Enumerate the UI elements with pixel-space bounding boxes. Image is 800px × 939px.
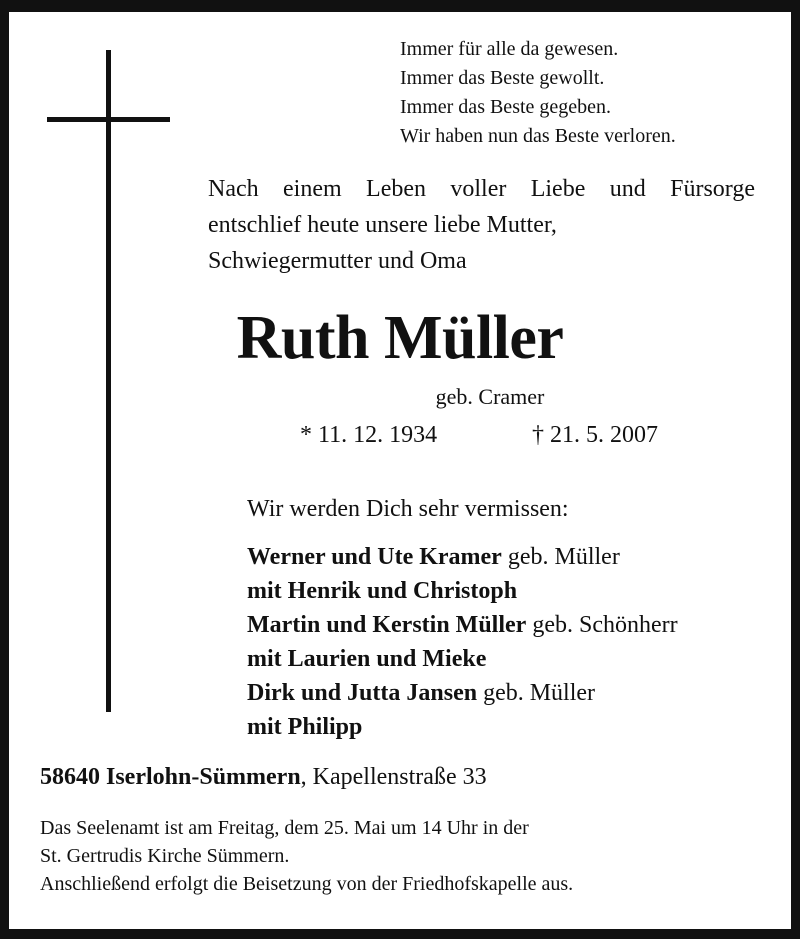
address-city: 58640 Iserlohn-Sümmern (40, 764, 301, 790)
intro-text (208, 171, 755, 279)
family-line (247, 540, 678, 574)
maiden-name: geb. Cramer (435, 384, 545, 409)
poem-line: Wir haben nun das Beste verloren. (400, 125, 676, 147)
poem-line: Immer für alle da gewesen. (400, 38, 619, 60)
mourning-statement: Wir werden Dich sehr vermissen: (247, 496, 569, 522)
service-line: St. Gertrudis Kirche Sümmern. (40, 845, 290, 867)
family-line (247, 608, 678, 642)
cross-icon (106, 50, 111, 712)
poem (400, 35, 676, 151)
family-names: mit Philipp (247, 714, 363, 740)
family-line (247, 710, 678, 744)
service-info (40, 814, 573, 898)
family-names: mit Laurien und Mieke (247, 646, 487, 672)
birth-date: * 11. 12. 1934 (300, 422, 438, 448)
address (40, 762, 487, 792)
service-line: Anschließend erfolgt die Beisetzung von der Friedhofskapelle aus. (40, 873, 574, 895)
deceased-name: Ruth Müller (236, 304, 564, 372)
intro-line: entschlief heute unsere liebe Mutter, (208, 212, 557, 238)
intro-line: Schwiegermutter und Oma (208, 248, 467, 274)
family-names: Martin und Kerstin Müller (247, 612, 527, 638)
poem-line: Immer das Beste gewollt. (400, 67, 605, 89)
intro-line: Nach einem Leben voller Liebe und Fürsorge (208, 176, 755, 202)
cross-icon-crossbar (47, 117, 170, 122)
family-line (247, 574, 678, 608)
family-names: Dirk und Jutta Jansen (247, 680, 478, 706)
poem-line: Immer das Beste gegeben. (400, 96, 612, 118)
family-note: geb. Müller (477, 680, 596, 706)
family-list (247, 540, 678, 744)
family-names: Werner und Ute Kramer (247, 544, 502, 570)
family-names: mit Henrik und Christoph (247, 578, 518, 604)
family-line (247, 676, 678, 710)
family-note: geb. Müller (501, 544, 620, 570)
death-date: † 21. 5. 2007 (532, 422, 658, 448)
address-street: , Kapellenstraße 33 (300, 764, 487, 790)
family-line (247, 642, 678, 676)
service-line: Das Seelenamt ist am Freitag, dem 25. Mai um 14 Uhr in der (40, 817, 529, 839)
family-note: geb. Schönherr (526, 612, 678, 638)
